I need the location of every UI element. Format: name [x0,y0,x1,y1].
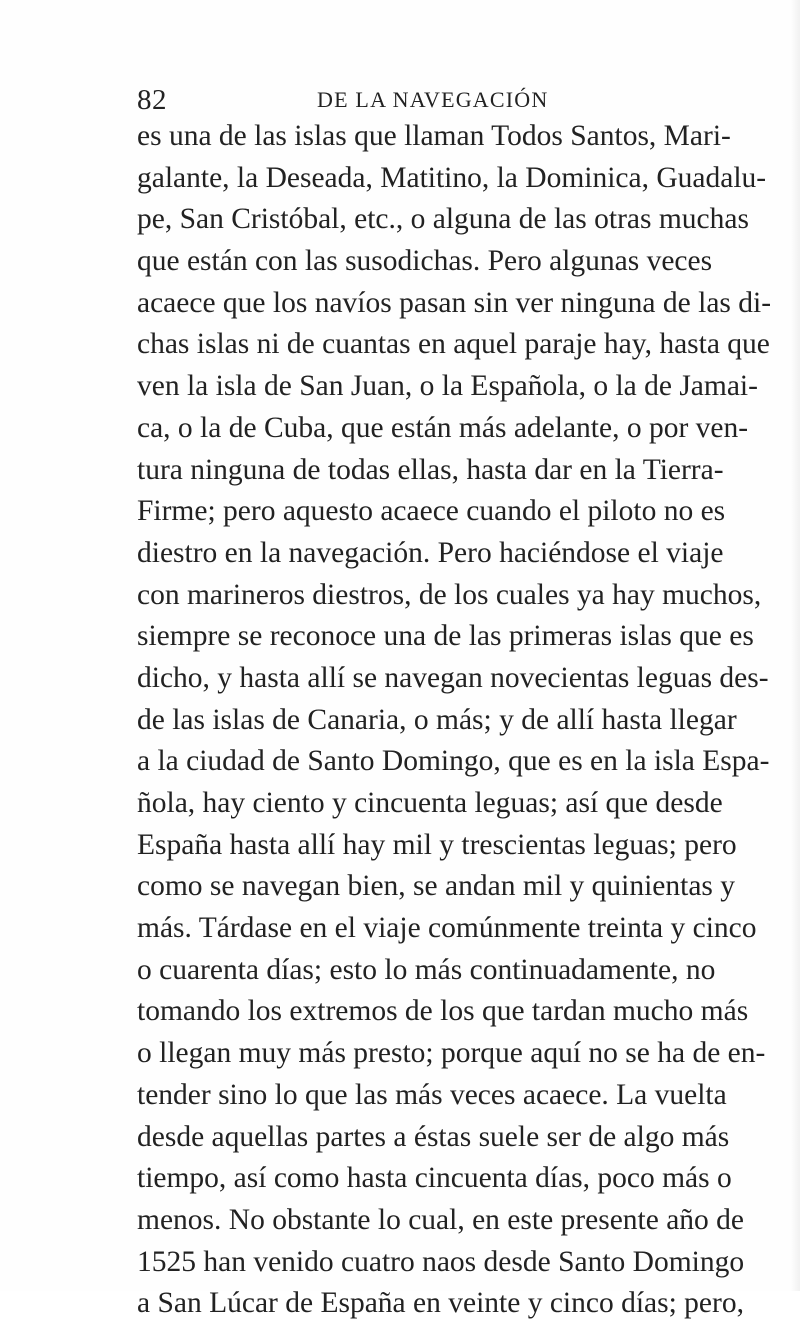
text-line: ca, o la de Cuba, que están más adelante, o por ven- [137,411,749,444]
text-line: 1525 han venido cuatro naos desde Santo Domingo [137,1245,745,1278]
text-line: siempre se reconoce una de las primeras islas que es [137,620,754,653]
text-line: acaece que los navíos pasan sin ver ninguna de las di- [137,286,772,319]
body-text [137,116,772,1325]
text-line: de las islas de Canaria, o más; y de allí hasta llegar [137,703,737,736]
page-edge-shadow [790,0,800,1291]
text-line: galante, la Deseada, Matitino, la Dominica, Guadalu- [137,161,767,194]
text-line: España hasta allí hay mil y trescientas leguas; pero [137,828,737,861]
text-line: a San Lúcar de España en veinte y cinco días; pero, [137,1287,744,1320]
text-line: más. Tárdase en el viaje comúnmente treinta y cinco [137,912,757,945]
text-line: pe, San Cristóbal, etc., o alguna de las otras muchas [137,203,749,236]
text-line: que están con las susodichas. Pero algunas veces [137,245,713,278]
running-title: DE LA NAVEGACIÓN [317,87,549,112]
running-head [137,80,665,120]
text-line: menos. No obstante lo cual, en este presente año de [137,1203,745,1236]
text-line: tomando los extremos de los que tardan mucho más [137,995,749,1028]
text-line: desde aquellas partes a éstas suele ser de algo más [137,1120,730,1153]
text-line: o cuarenta días; esto lo más continuadamente, no [137,953,716,986]
text-line: ven la isla de San Juan, o la Española, o la de Jamai- [137,370,758,403]
text-line: o llegan muy más presto; porque aquí no se ha de en- [137,1037,766,1070]
page-number: 82 [137,84,167,116]
text-line: dicho, y hasta allí se navegan novecientas leguas des- [137,661,769,694]
text-line: ñola, hay ciento y cincuenta leguas; así que desde [137,787,723,819]
text-line: tiempo, así como hasta cincuenta días, poco más o [137,1162,732,1195]
text-line: tender sino lo que las más veces acaece. La vuelta [137,1078,727,1111]
text-line: Firme; pero aquesto acaece cuando el piloto no es [137,495,726,528]
text-line: tura ninguna de todas ellas, hasta dar en la Tierra- [137,453,724,486]
text-line: diestro en la navegación. Pero haciéndose el viaje [137,536,724,569]
text-line: chas islas ni de cuantas en aquel paraje hay, hasta que [137,328,770,361]
text-line: con marineros diestros, de los cuales ya hay muchos, [137,578,762,611]
text-line: es una de las islas que llaman Todos Santos, Mari- [137,120,731,152]
text-line: a la ciudad de Santo Domingo, que es en la isla Espa- [137,745,770,778]
text-line: como se navegan bien, se andan mil y quinientas y [137,870,736,903]
